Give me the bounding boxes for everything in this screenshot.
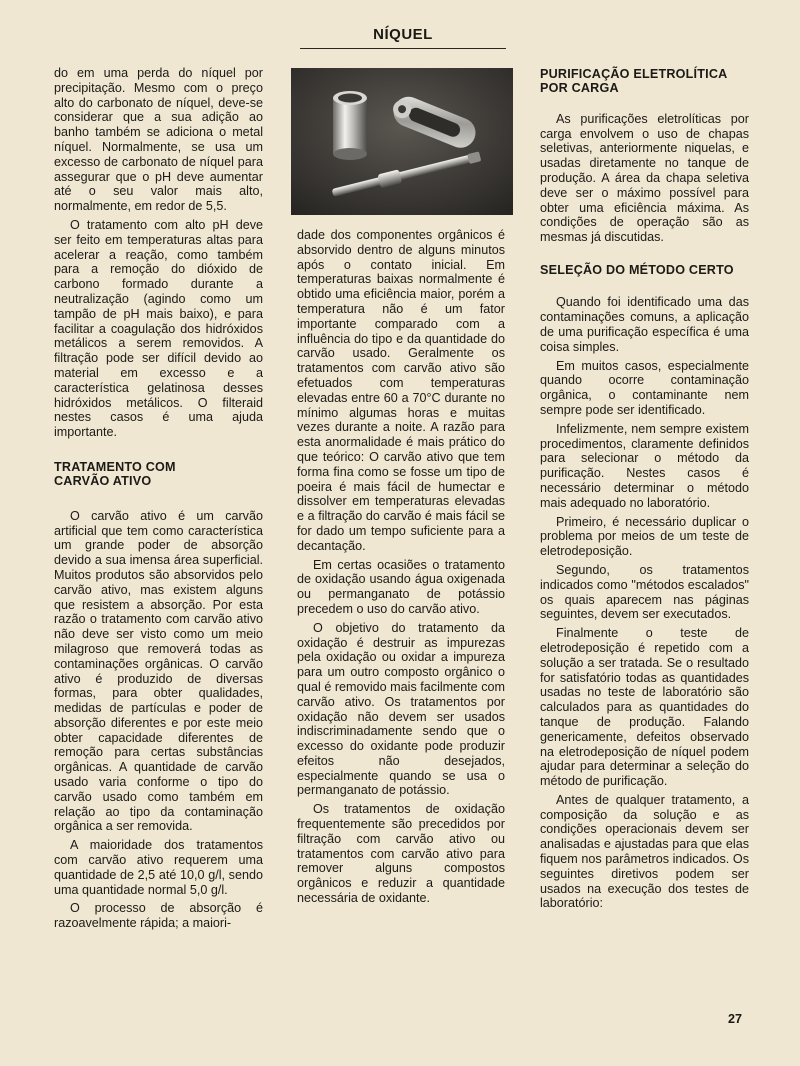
- text-column-right: [540, 67, 749, 915]
- product-photo: [291, 68, 513, 215]
- running-header: NÍQUEL: [300, 26, 506, 49]
- paragraph: Primeiro, é necessário duplicar o problema por meios de um teste de eletrodeposição.: [540, 514, 749, 559]
- paragraph: dade dos componentes orgânicos é absorvido dentro de alguns minutos após o contato inicial. Em temperaturas baixas normalmente é obtido uma eficiência maior, porém a temperatura não é um fator importante comparado com a influência do tipo e da quantidade do carvão usado. Geralmente os tratamentos com carvão ativo são efetuados com temperaturas elevadas entre 60 a 70°C durante no mínimo algumas horas e muitas vezes durante a noite. A razão para esta anormalidade é mais prático do que teórico: O carvão ativo que tem forma fina como se fosse um tipo de poeira é mais fácil de humectar e dissolver em temperaturas elevadas e a filtração do carvão é mais fácil se for dado um tempo suficiente para a decantação.: [297, 228, 505, 553]
- paragraph: O tratamento com alto pH deve ser feito em temperaturas altas para acelerar a reação, como também para a remoção do dióxido de carbono formado durante a neutralização (agindo como um tampão de pH mais baixo), e para facilitar a coagulação dos hidróxidos metálicos a serem removidos. A filtração pode ser difícil devido ao material em excesso e a característica gelatinosa desses hidróxidos metálicos. O filteraid nestes casos é uma ajuda importante.: [54, 217, 263, 440]
- paragraph: Em certas ocasiões o tratamento de oxidação usando água oxigenada ou permanganato de potássio precedem o uso do carvão ativo.: [297, 557, 505, 616]
- paragraph: O carvão ativo é um carvão artificial que tem como característica um grande poder de absorção devido a sua imensa área superficial. Muitos produtos são absorvidos pelo carvão ativo, mas existem alguns que resistem a absorção. Por esta razão o tratamento com carvão ativo não deve ser visto como um meio milagroso que removerá todas as contaminações orgânicas. O carvão ativo é produzido de diversas formas, para obter qualidades, medidas de partículas e poder de absorção diferentes e por este meio obter capacidade diferentes de remoção para certas substâncias orgânicas. A quantidade de carvão usado varia conforme o tipo do carvão usado como também em relação ao tipo da contaminação orgânica a ser removida.: [54, 508, 263, 834]
- paragraph: Antes de qualquer tratamento, a composição da solução e as condições operacionais devem ser analisadas e ajustadas para que elas fiquem nos parâmetros indicados. Os seguintes diretivos podem ser usados na execução dos testes de laboratório:: [540, 792, 749, 911]
- section-heading: TRATAMENTO COM CARVÃO ATIVO: [54, 459, 176, 489]
- paragraph: O processo de absorção é razoavelmente rápida; a maiori-: [54, 901, 263, 931]
- paragraph: Os tratamentos de oxidação frequentemente são precedidos por filtração com carvão ativo ou tratamentos com carvão ativo para remover alguns compostos orgânicos e reduzir a quantidade necessária de oxidante.: [297, 802, 505, 906]
- paragraph: A maioridade dos tratamentos com carvão ativo requerem uma quantidade de 2,5 até 10,0 g/l, sendo uma quantidade normal 5,0 g/l.: [54, 838, 263, 897]
- paragraph: Quando foi identificado uma das contaminações comuns, a aplicação de uma purificação específica é uma coisa simples.: [540, 295, 749, 354]
- section-heading: PURIFICAÇÃO ELETROLÍTICA POR CARGA: [540, 67, 727, 96]
- page-number: 27: [728, 1012, 743, 1026]
- paragraph: Em muitos casos, especialmente quando ocorre contaminação orgânica, o contaminante nem sempre pode ser identificado.: [540, 358, 749, 417]
- paragraph: Segundo, os tratamentos indicados como "métodos escalados" os quais aparecem nas páginas seguintes, devem ser executados.: [540, 562, 749, 622]
- paragraph: O objetivo do tratamento da oxidação é destruir as impurezas pela oxidação ou oxidar a impureza para um outro composto orgânico o qual é removido mais facilmente com carvão ativo. Os tratamentos por oxidação não devem ser usados indiscriminadamente sendo que o excesso do oxidante pode produzir efeitos não desejados, especialmente quando se usa o permanganato de potássio.: [297, 620, 505, 798]
- paragraph: Infelizmente, nem sempre existem procedimentos, claramente definidos para selecionar o método da purificação. Nestes casos é necessário determinar o método mais adequado no laboratório.: [540, 421, 749, 510]
- paragraph: As purificações eletrolíticas por carga envolvem o uso de chapas seletivas, anteriormente niquelas, e usadas diretamente no tanque de produção. A área da chapa seletiva deve ser o máximo possível para obter uma eficiência máxima. As condições de operação são as mesmas já discutidas.: [540, 111, 749, 245]
- paragraph: Finalmente o teste de eletrodeposição é repetido com a solução a ser tratada. Se o resultado for satisfatório todas as quantidades usadas no teste de laboratório são calculados para as quantidades do tanque de produção. Falando genericamente, defeitos observado na eletrodeposição de níquel podem ajudar para determinar a seleção do método de purificação.: [540, 626, 749, 789]
- nickel-parts-photo-image: [291, 68, 513, 215]
- text-column-middle: [297, 228, 505, 910]
- text-column-left: [54, 66, 263, 935]
- paragraph: do em uma perda do níquel por precipitação. Mesmo com o preço alto do carbonato de níquel, deve-se considerar que a sua adição ao banho também se adiciona o metal níquel. Normalmente, se usa um excesso de carbonato de níquel para assegurar que o pH deve aumentar até o seu valor mais alto, normalmente, em redor de 5,5.: [54, 66, 263, 214]
- section-heading: SELEÇÃO DO MÉTODO CERTO: [540, 262, 734, 277]
